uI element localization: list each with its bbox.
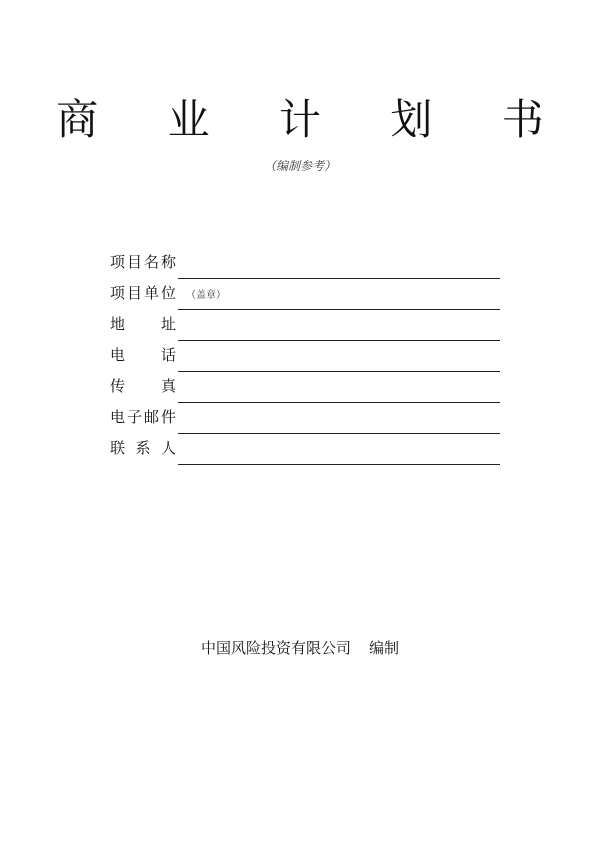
address-label: 地 址 [110, 315, 176, 333]
form-row-email [110, 403, 500, 434]
phone-label: 电 话 [110, 346, 176, 364]
project-unit-field[interactable] [178, 283, 500, 310]
form-row-address [110, 310, 500, 341]
form-row-contact [110, 434, 500, 465]
organization-name: 中国风险投资有限公司 [200, 639, 351, 657]
page-title: 商 业 计 划 书 [56, 95, 572, 144]
email-field[interactable] [178, 407, 500, 434]
form-row-fax [110, 372, 500, 403]
form-row-phone [110, 341, 500, 372]
cover-form [110, 248, 500, 465]
footer-compiler [0, 638, 600, 658]
project-name-field[interactable] [178, 252, 500, 279]
email-label: 电子邮件 [110, 408, 176, 426]
form-row-project-name [110, 248, 500, 279]
address-field[interactable] [178, 314, 500, 341]
fax-field[interactable] [178, 376, 500, 403]
contact-label: 联 系 人 [110, 439, 176, 457]
project-name-label: 项目名称 [110, 253, 176, 271]
project-unit-label: 项目单位 [110, 284, 176, 302]
fax-label: 传 真 [110, 377, 176, 395]
phone-field[interactable] [178, 345, 500, 372]
seal-note: （盖章） [186, 290, 226, 301]
page-subtitle: （编制参考） [263, 159, 336, 173]
form-row-project-unit [110, 279, 500, 310]
contact-field[interactable] [178, 438, 500, 465]
compile-label: 编制 [369, 639, 400, 657]
